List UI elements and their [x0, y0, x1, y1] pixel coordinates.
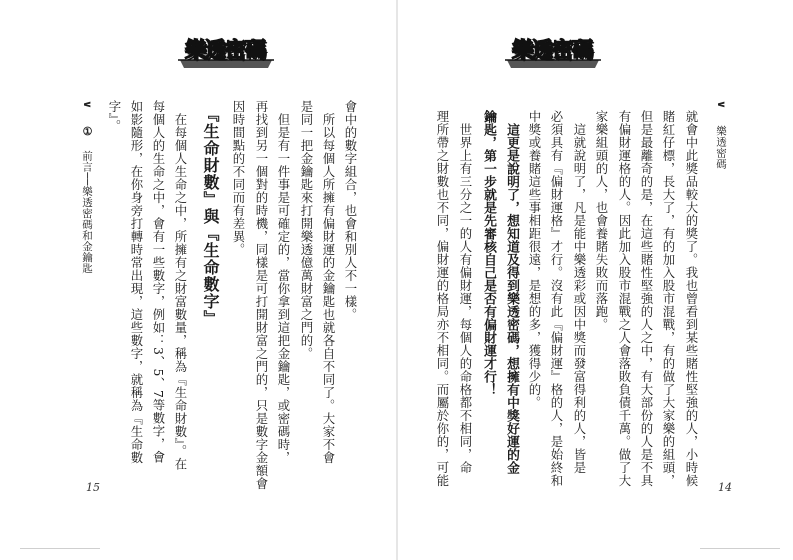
body-line: 因時間點的不同而有差異。: [231, 100, 246, 256]
body-line: 是同一把金鑰匙來打開樂透億萬財富之門的。: [299, 100, 314, 360]
running-header-title: 樂透密碼: [715, 125, 727, 170]
running-header-marker: ∨: [715, 100, 728, 110]
running-header: [80, 100, 95, 274]
body-line: 這就說明了，凡是能中樂透彩或因中獎而發富得利的人，皆是: [572, 110, 587, 474]
body-line: 必須具有『偏財運格』才行。沒有此『偏財運』格的人，是始終和: [549, 110, 564, 487]
chapter-number: ①: [81, 125, 94, 139]
body-line: 有偏財運格的人。因此加入股市混戰之人會落敗負債千萬。做了大: [617, 110, 632, 487]
chapter-title: 前言──樂透密碼和金鑰匙: [81, 150, 93, 274]
page-number: 15: [86, 481, 100, 494]
logo-text: 樂透密碼: [512, 38, 592, 62]
body-line: 會中的數字組合，也會和別人不一樣。: [343, 100, 358, 321]
body-line: 家樂組頭的人，也會養賭失敗而落跑。: [594, 110, 609, 331]
body-line: 世界上有三分之一的人有偏財運，每個人的命格都不相同，命: [458, 110, 473, 474]
emphasis-line: 這更是說明了，想知道及得到樂透密碼，想擁有中獎好運的金: [504, 110, 519, 474]
body-line: 賭紅仔標，長大了，有的加入股市混戰，有的做了大家樂的組頭，: [661, 110, 676, 487]
page-edge-rule: [700, 548, 780, 549]
left-page-logo: [176, 30, 276, 72]
body-line: 所以每個人所擁有偏財運的金鑰匙也就各自不同了。大家不會: [321, 100, 336, 464]
body-line: 就會中此獎品較大的獎了。我也曾看到某些賭性堅強的人，小時候: [684, 110, 699, 487]
right-page-logo: [503, 30, 603, 72]
body-line: 字』。: [107, 100, 122, 133]
book-gutter: [396, 0, 398, 560]
page-edge-rule: [20, 548, 100, 549]
body-line: 每個人的生命之中，會有一些數字，例如：3、5、7等數字，會: [151, 100, 166, 464]
running-header: [714, 100, 729, 169]
body-line: 再找到另一個對的時機，同樣是可打開財富之門的，只是數字金額會: [254, 100, 269, 490]
running-header-marker: ∨: [81, 100, 94, 110]
page-number: 14: [718, 481, 732, 494]
body-line: 如影隨形，在你身旁打轉時常出現，這些數字，就稱為『生命數: [129, 100, 144, 464]
emphasis-line: 鑰匙，第一步就是先審核自己是否有偏財運才行！: [481, 110, 496, 396]
body-line: 中獎或養賭這些事相距很遠，是想的多，獲得少的。: [527, 110, 542, 409]
logo-text: 樂透密碼: [185, 38, 265, 62]
body-line: 但是最離奇的是，在這些賭性堅強的人之中，有大部份的人是不具: [639, 110, 654, 487]
body-line: 但是有一件事是可確定的，當你拿到這把金鑰匙，或密碼時，: [276, 100, 291, 464]
section-heading: 『生命財數』與『生命數字』: [201, 106, 220, 327]
body-line: 理所帶之財數也不同，偏財運的格局亦不相同。而屬於你的，可能: [435, 110, 450, 487]
body-line: 在每個人生命之中，所擁有之財富數量，稱為『生命財數』。在: [173, 100, 188, 471]
